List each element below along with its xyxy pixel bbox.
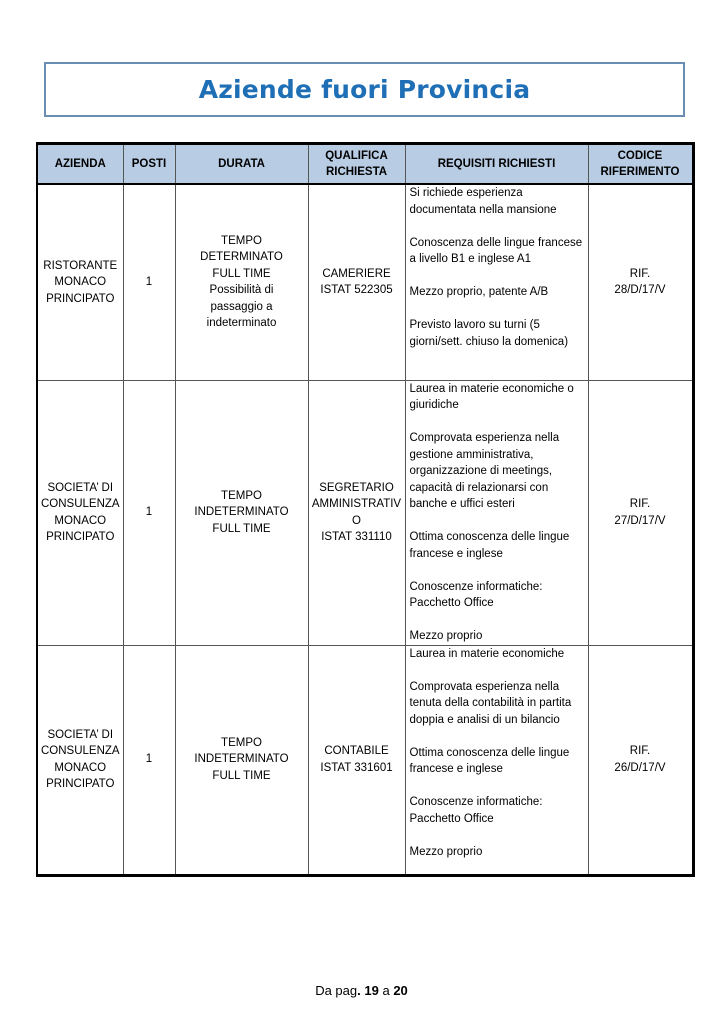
qualifica-cell (308, 645, 405, 875)
codice-cell (588, 645, 693, 875)
page-title: Aziende fuori Provincia (198, 75, 531, 104)
requisiti-cell (405, 645, 588, 875)
requisito-item: Mezzo proprio (409, 630, 483, 642)
header-requisiti: REQUISITI RICHIESTI (405, 144, 588, 185)
requisito-item: Mezzo proprio (409, 845, 483, 858)
requisito-item: Conoscenze informatiche: Pacchetto Office (409, 796, 543, 825)
title-box (44, 62, 685, 117)
codice-line: RIF. (629, 745, 651, 757)
table-header-row (37, 144, 693, 185)
header-codice (588, 144, 693, 185)
qualifica-line: ISTAT 331601 (320, 761, 393, 774)
durata-cell (175, 645, 308, 875)
azienda-line: MONACO (54, 514, 107, 527)
footer-separator: a (382, 983, 390, 998)
requisiti-cell (405, 184, 588, 380)
qualifica-line: AMMINISTRATIV (311, 498, 402, 510)
qualifica-line: CONTABILE (324, 745, 389, 757)
durata-line: INDETERMINATO (194, 753, 289, 766)
footer-page-number: 19 (364, 983, 379, 998)
azienda-line: CONSULENZA (41, 498, 120, 510)
header-posti: POSTI (123, 144, 175, 185)
azienda-line: SOCIETA’ DI (47, 728, 114, 741)
codice-cell (588, 380, 693, 645)
requisito-item: Previsto lavoro su turni (5 giorni/sett. chiuso la domenica) (409, 319, 569, 348)
qualifica-line: SEGRETARIO (319, 481, 394, 494)
header-codice-line1: CODICE (617, 149, 663, 162)
durata-line: Possibilità di (209, 284, 274, 297)
azienda-cell (37, 645, 123, 875)
footer-dot: . (357, 983, 361, 998)
codice-line: 26/D/17/V (614, 761, 666, 774)
azienda-line: RISTORANTE (43, 259, 118, 272)
header-azienda: AZIENDA (37, 144, 123, 185)
requisito-item: Mezzo proprio, patente A/B (409, 286, 549, 298)
durata-line: indeterminato (206, 317, 277, 330)
azienda-line: PRINCIPATO (46, 292, 115, 305)
posti-cell: 1 (123, 184, 175, 380)
footer-page-total: 20 (393, 983, 408, 998)
header-qualifica-line2: RICHIESTA (325, 166, 388, 178)
durata-cell (175, 380, 308, 645)
job-table (36, 142, 695, 877)
qualifica-cell (308, 380, 405, 645)
durata-line: FULL TIME (212, 522, 271, 535)
requisito-item: Conoscenza delle lingue francese a livello B1 e inglese A1 (409, 236, 583, 265)
posti-cell: 1 (123, 645, 175, 875)
azienda-line: PRINCIPATO (46, 531, 115, 543)
qualifica-line: ISTAT 522305 (320, 284, 393, 297)
requisito-item: Comprovata esperienza nella gestione amministrativa, organizzazione di meetings, capacità di relazionarsi con banche e uffici esteri (409, 432, 560, 510)
requisito-item: Comprovata esperienza nella tenuta della contabilità in partita doppia e analisi di un bilancio (409, 680, 572, 726)
codice-line: RIF. (629, 498, 651, 510)
qualifica-line: O (352, 514, 361, 527)
header-qualifica-line1: QUALIFICA (325, 149, 388, 162)
qualifica-line: ISTAT 331110 (321, 531, 392, 543)
codice-line: RIF. (629, 267, 651, 280)
durata-cell (175, 184, 308, 380)
requisito-item: Ottima conoscenza delle lingue francese e inglese (409, 531, 570, 560)
requisito-item: Si richiede esperienza documentata nella mansione (409, 187, 557, 216)
header-durata: DURATA (175, 144, 308, 185)
table-row (37, 645, 693, 875)
durata-line: FULL TIME (212, 769, 271, 782)
requisiti-cell (405, 380, 588, 645)
azienda-line: MONACO (54, 761, 107, 774)
requisito-item: Ottima conoscenza delle lingue francese e inglese (409, 746, 570, 775)
codice-line: 27/D/17/V (614, 514, 666, 527)
qualifica-cell (308, 184, 405, 380)
azienda-line: SOCIETA’ DI (47, 481, 114, 494)
durata-line: TEMPO (221, 736, 262, 749)
qualifica-line: CAMERIERE (322, 267, 391, 280)
azienda-cell (37, 380, 123, 645)
codice-line: 28/D/17/V (614, 284, 666, 297)
durata-line: TEMPO (221, 489, 262, 502)
codice-cell (588, 184, 693, 380)
footer-prefix: Da pag (315, 983, 358, 998)
requisito-item: Laurea in materie economiche (409, 647, 565, 660)
table-row (37, 380, 693, 645)
page-footer (0, 983, 723, 998)
durata-line: TEMPO (221, 234, 262, 247)
table-row (37, 184, 693, 380)
header-codice-line2: RIFERIMENTO (600, 166, 680, 178)
azienda-line: CONSULENZA (41, 745, 120, 757)
requisito-item: Conoscenze informatiche: Pacchetto Office (409, 580, 543, 609)
header-qualifica (308, 144, 405, 185)
durata-line: INDETERMINATO (194, 506, 289, 519)
azienda-line: PRINCIPATO (46, 778, 115, 790)
durata-line: FULL TIME (212, 267, 271, 280)
azienda-line: MONACO (54, 276, 107, 288)
requisito-item: Laurea in materie economiche o giuridiche (409, 382, 574, 411)
durata-line: DETERMINATO (200, 251, 283, 264)
azienda-cell (37, 184, 123, 380)
posti-cell: 1 (123, 380, 175, 645)
durata-line: passaggio a (210, 300, 273, 313)
